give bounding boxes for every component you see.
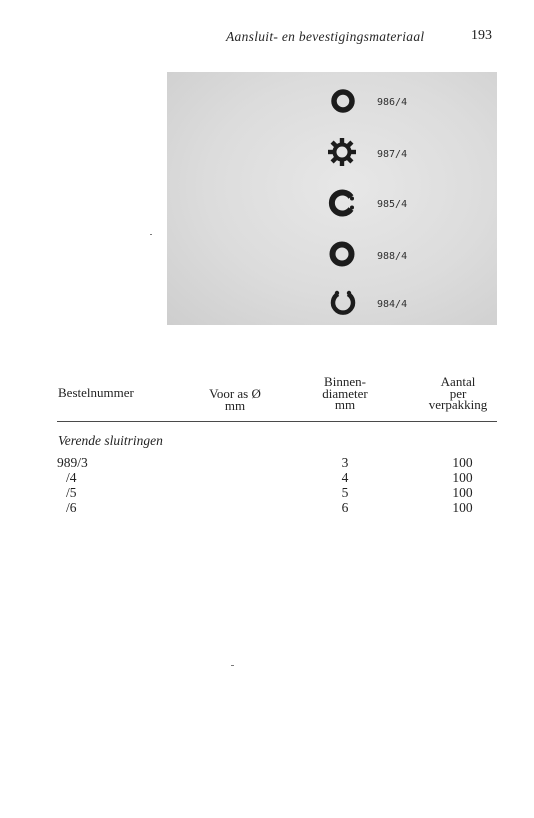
order-number-cell: /4	[66, 470, 77, 485]
column-header-axis	[190, 388, 280, 411]
column-header-axis-line-1: Voor as Ø	[209, 386, 261, 401]
diameter-cell: 6	[341, 500, 349, 515]
table-row	[0, 500, 534, 515]
section-title: Verende sluitringen	[58, 433, 163, 448]
column-header-quantity-line-1: Aantal	[440, 374, 476, 389]
print-speck	[231, 665, 234, 666]
column-header-axis-line-2: mm	[224, 397, 246, 413]
quantity-cell: 100	[452, 500, 473, 515]
order-number-cell: /5	[66, 485, 77, 500]
ring-label-984: 984/4	[377, 299, 408, 310]
toothed-lock-washer-icon	[328, 138, 356, 166]
print-speck	[150, 234, 152, 235]
wide-washer-ring-icon	[333, 245, 352, 264]
page-number: 193	[471, 28, 492, 43]
column-header-diameter-line-1: Binnen-	[324, 374, 366, 389]
circlip-ring-icon	[333, 291, 353, 313]
quantity-cell: 100	[452, 470, 473, 485]
quantity-cell: 100	[452, 455, 473, 470]
ring-label-988: 988/4	[377, 251, 408, 262]
ring-label-986: 986/4	[377, 97, 408, 108]
open-spring-ring-icon	[332, 193, 354, 214]
order-number-cell: 989/3	[57, 455, 88, 470]
diameter-cell: 3	[341, 455, 349, 470]
column-header-diameter-line-3: mm	[334, 397, 356, 412]
order-number-cell: /6	[66, 500, 77, 515]
running-header: Aansluit- en bevestigingsmateriaal	[226, 29, 425, 44]
column-header-inner-diameter	[290, 376, 400, 411]
ring-label-987: 987/4	[377, 149, 408, 160]
table-row	[0, 455, 534, 470]
quantity-cell: 100	[452, 485, 473, 500]
diameter-cell: 5	[341, 485, 349, 500]
column-header-order-number: Bestelnummer	[58, 385, 134, 400]
table-row	[0, 485, 534, 500]
product-photo	[167, 72, 497, 325]
column-header-quantity-line-2: per	[449, 385, 467, 401]
column-header-quantity-line-3: verpakking	[428, 397, 488, 412]
diameter-cell: 4	[341, 470, 349, 485]
table-row	[0, 470, 534, 485]
plain-washer-ring-icon	[334, 92, 352, 110]
column-header-diameter-line-2: diameter	[322, 385, 368, 401]
table-header-rule	[57, 421, 497, 422]
column-header-quantity	[413, 376, 503, 411]
ring-label-985: 985/4	[377, 199, 408, 210]
